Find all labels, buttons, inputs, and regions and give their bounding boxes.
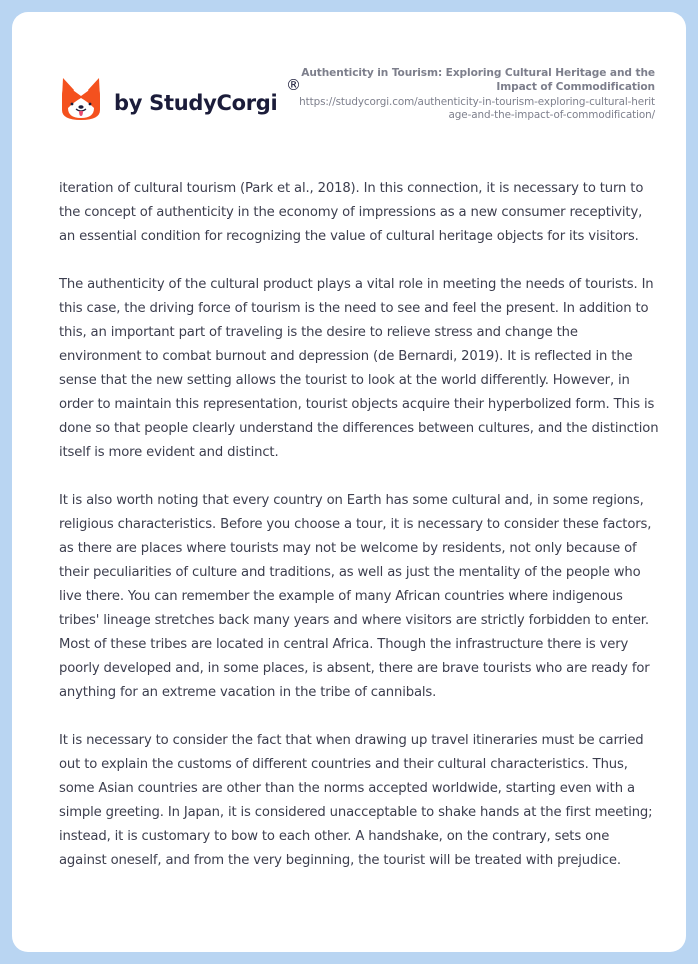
- page-header: [12, 12, 686, 162]
- paragraph: The authenticity of the cultural product plays a vital role in meeting the needs of tourists. In this case, the driving force of tourism is the need to see and feel the present. In addition to this, an important part of traveling is the desire to relieve stress and change the environment to combat burnout and depression (de Bernardi, 2019). It is reflected in the sense that the new setting allows the tourist to look at the world differently. However, in order to maintain this representation, tourist objects acquire their hyperbolized form. This is done so that people clearly understand the differences between cultures, and the distinction itself is more evident and distinct.: [59, 277, 659, 460]
- document-title: Authenticity in Tourism: Exploring Cultural Heritage and the Impact of Commodification: [301, 67, 655, 93]
- corgi-icon: [60, 76, 102, 122]
- document-meta: [295, 66, 655, 122]
- paragraph: It is also worth noting that every country on Earth has some cultural and, in some regions, religious characteristics. Before you choose a tour, it is necessary to consider these factors, as there are places where tourists may not be welcome by residents, not only because of their peculiarities of culture and traditions, as well as just the mentality of the people who live there. You can remember the example of many African countries where indigenous tribes' lineage stretches back many years and where visitors are strictly forbidden to enter. Most of these tribes are located in central Africa. Though the infrastructure there is very poorly developed and, in some places, is absent, there are brave tourists who are ready for anything for an extreme vacation in the tribe of cannibals.: [59, 493, 652, 700]
- logo-text: by StudyCorgi: [114, 91, 278, 115]
- paragraph: It is necessary to consider the fact that when drawing up travel itineraries must be carried out to explain the customs of different countries and their cultural characteristics. Thus, some Asian countries are other than the norms accepted worldwide, starting even with a simple greeting. In Japan, it is considered unacceptable to shake hands at the first meeting; instead, it is customary to bow to each other. A handshake, on the contrary, sets one against oneself, and from the very beginning, the tourist will be treated with prejudice.: [59, 733, 653, 868]
- registered-mark-icon: ®: [286, 76, 301, 94]
- document-url-link[interactable]: https://studycorgi.com/authenticity-in-tourism-exploring-cultural-heritage-and-the-impact-of-commodification/: [299, 96, 655, 121]
- studycorgi-logo-link[interactable]: [60, 76, 301, 122]
- paragraph: iteration of cultural tourism (Park et al., 2018). In this connection, it is necessary to turn to the concept of authenticity in the economy of impressions as a new consumer receptivity, an essential condition for recognizing the value of cultural heritage objects for its visitors.: [59, 181, 644, 244]
- article-body: [59, 177, 659, 897]
- document-page: [12, 12, 686, 952]
